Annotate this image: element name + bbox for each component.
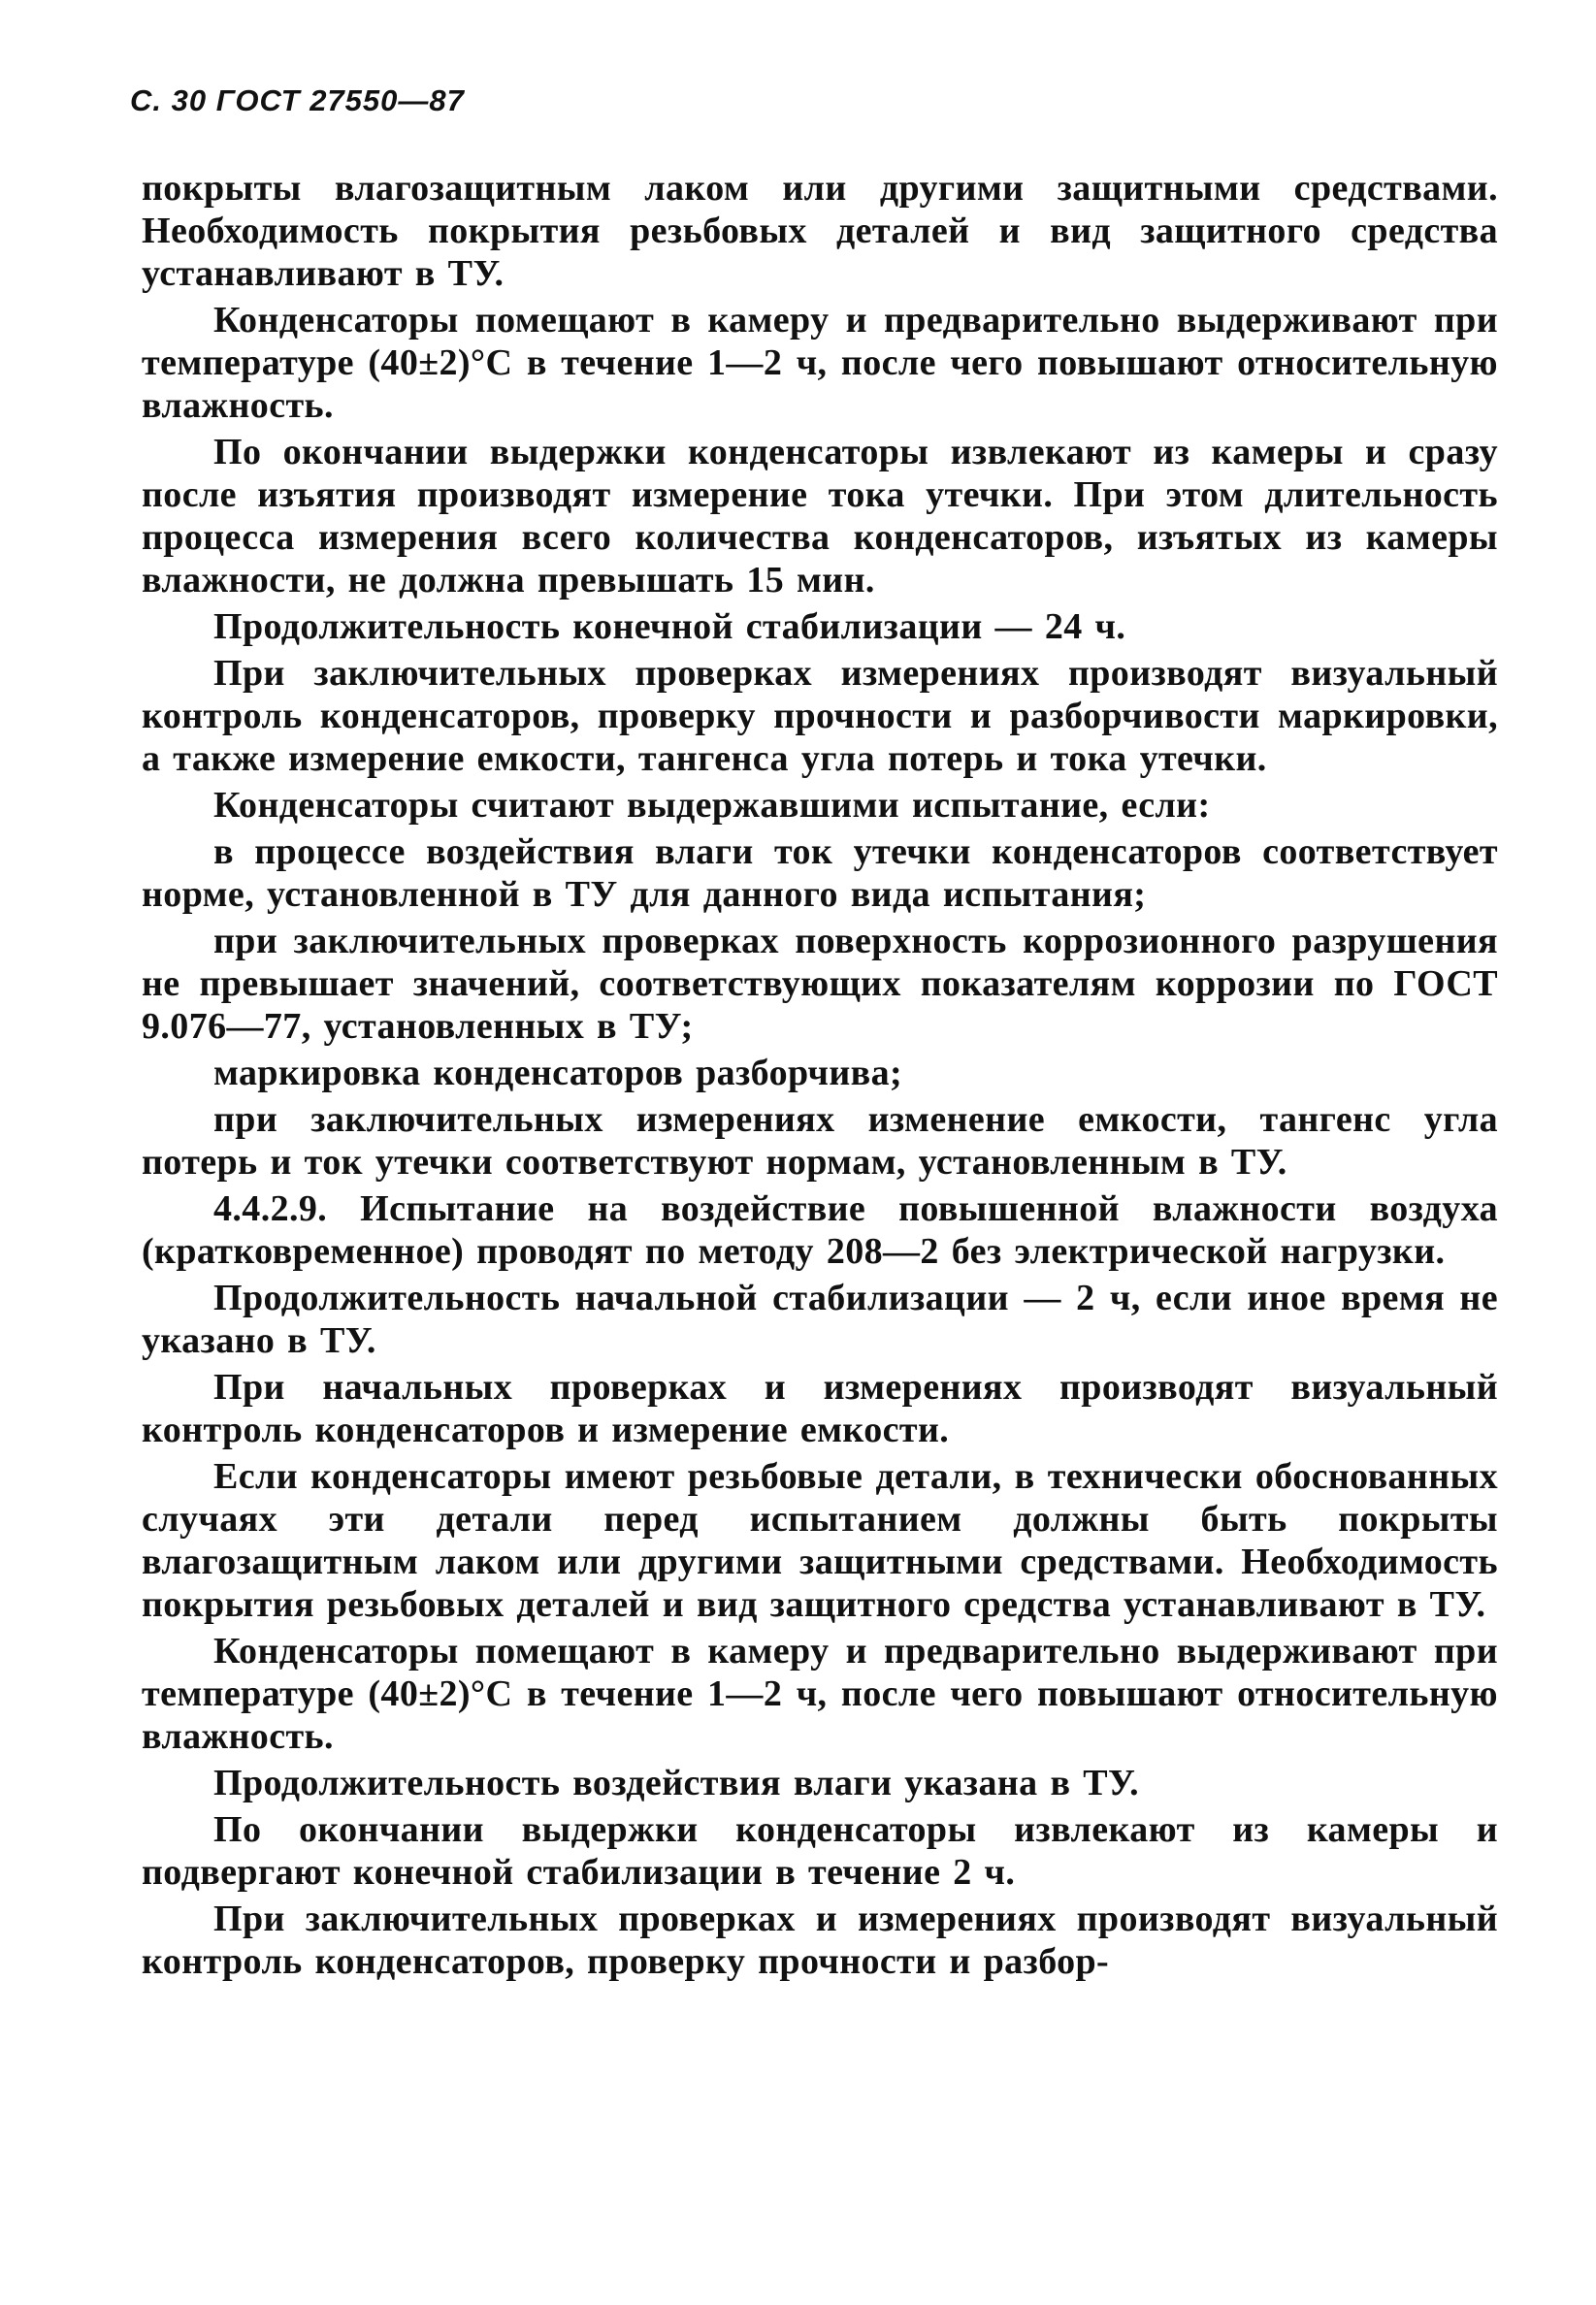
body-text (142, 167, 1498, 1983)
running-head: С. 30 ГОСТ 27550—87 (130, 83, 465, 117)
paragraph: При начальных проверках и измерениях производят визуальный контроль конденсаторов и измерение емкости. (142, 1367, 1498, 1450)
paragraph: Продолжительность воздействия влаги указана в ТУ. (213, 1763, 1140, 1803)
paragraph: Продолжительность конечной стабилизации — 24 ч. (213, 606, 1126, 647)
paragraph: Конденсаторы помещают в камеру и предварительно выдерживают при температуре (40±2)°С в течение 1—2 ч, после чего повышают относительную влажность. (142, 300, 1498, 426)
list-item: при заключительных измерениях изменение емкости, тангенс угла потерь и ток утечки соответствуют нормам, установленным в ТУ. (142, 1099, 1498, 1183)
paragraph: По окончании выдержки конденсаторы извлекают из камеры и сразу после изъятия производят измерение тока утечки. При этом длительность процесса измерения всего количества конденсаторов, изъятых из камеры влажности, не должна превышать 15 мин. (142, 432, 1498, 601)
paragraph: По окончании выдержки конденсаторы извлекают из камеры и подвергают конечной стабилизации в течение 2 ч. (142, 1809, 1498, 1893)
paragraph: Конденсаторы помещают в камеру и предварительно выдерживают при температуре (40±2)°С в течение 1—2 ч, после чего повышают относительную влажность. (142, 1631, 1498, 1757)
paragraph: При заключительных проверках измерениях производят визуальный контроль конденсаторов, проверку прочности и разборчивости маркировки, а также измерение емкости, тангенса угла потерь и тока утечки. (142, 653, 1498, 779)
list-item: маркировка конденсаторов разборчива; (213, 1053, 903, 1093)
list-item: при заключительных проверках поверхность коррозионного разрушения не превышает значений, соответствующих показателям коррозии по ГОСТ 9.076—77, установленных в ТУ; (142, 921, 1498, 1047)
paragraph: покрыты влагозащитным лаком или другими защитными средствами. Необходимость покрытия резьбовых деталей и вид защитного средства устанавливают в ТУ. (142, 168, 1498, 294)
paragraph: Если конденсаторы имеют резьбовые детали, в технически обоснованных случаях эти детали перед испытанием должны быть покрыты влагозащитным лаком или другими защитными средствами. Необходимость покрытия резьбовых деталей и вид защитного средства устанавливают в ТУ. (142, 1456, 1498, 1625)
paragraph: При заключительных проверках и измерениях производят визуальный контроль конденсаторов, проверку прочности и разбор- (142, 1899, 1498, 1982)
section-paragraph-4-4-2-9: 4.4.2.9. Испытание на воздействие повышенной влажности воздуха (кратковременное) проводят по методу 208—2 без электрической нагрузки. (142, 1188, 1498, 1272)
paragraph: Продолжительность начальной стабилизации — 2 ч, если иное время не указано в ТУ. (142, 1278, 1498, 1361)
paragraph: Конденсаторы считают выдержавшими испытание, если: (213, 785, 1211, 826)
list-item: в процессе воздействия влаги ток утечки конденсаторов соответствует норме, установленной в ТУ для данного вида испытания; (142, 831, 1498, 915)
